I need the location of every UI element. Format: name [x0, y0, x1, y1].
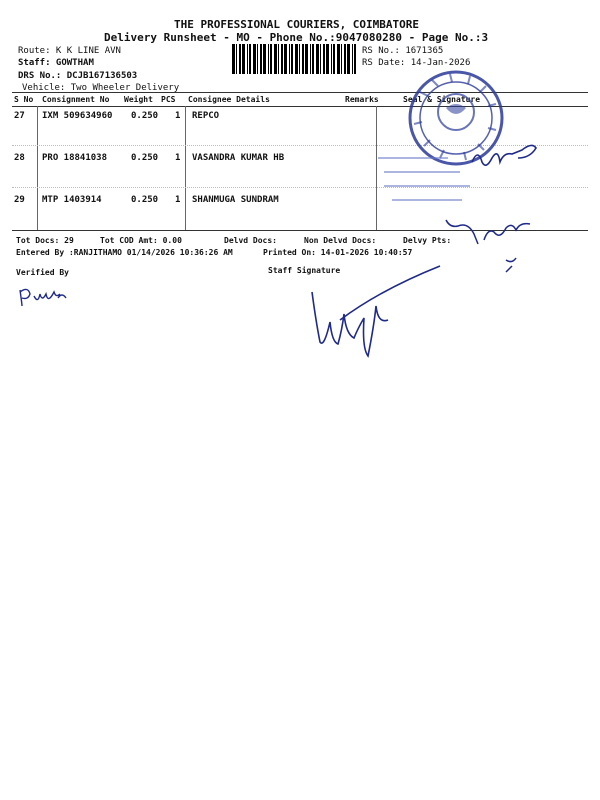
col-header-weight: Weight [124, 95, 153, 104]
row-weight: 0.250 [131, 195, 159, 205]
verifier-signature [20, 289, 66, 306]
row-weight: 0.250 [131, 153, 159, 163]
row-sno: 29 [14, 195, 25, 205]
printed-on: Printed On: 14-01-2026 10:40:57 [263, 248, 413, 257]
row-pcs: 1 [175, 153, 181, 163]
staff-signature [312, 266, 440, 356]
staff-label: Staff: GOWTHAM [18, 58, 94, 68]
vehicle-label: Vehicle: Two Wheeler Delivery [22, 83, 180, 93]
drs-number: DRS No.: DCJB167136503 [18, 71, 138, 81]
col-header-consignment: Consignment No [42, 95, 110, 104]
row-sno: 28 [14, 153, 25, 163]
staff-signature-label: Staff Signature [268, 266, 341, 275]
col-header-seal: Seal & Signature [403, 95, 481, 104]
row-pcs: 1 [175, 111, 181, 121]
row-consignee: VASANDRA KUMAR HB [192, 153, 285, 163]
recipient-scribble [446, 220, 530, 272]
row-consignment: PRO 18841038 [42, 153, 108, 163]
non-delivered-docs: Non Delvd Docs: [304, 236, 377, 245]
row-consignee: REPCO [192, 111, 220, 121]
delivered-docs: Delvd Docs: [224, 236, 277, 245]
rs-number: RS No.: 1671365 [362, 46, 444, 56]
verified-by-label: Verified By [16, 268, 69, 277]
route-label: Route: K K LINE AVN [18, 46, 121, 56]
entered-by: Entered By :RANJITHAMO 01/14/2026 10:36:26 AM [16, 248, 233, 257]
row-consignment: IXM 509634960 [42, 111, 113, 121]
runsheet-subtitle: Delivery Runsheet - MO - Phone No.:9047080280 - Page No.:3 [104, 31, 489, 44]
row-pcs: 1 [175, 195, 181, 205]
col-header-remarks: Remarks [345, 95, 379, 104]
col-header-pcs: PCS [161, 95, 176, 104]
row-sno: 27 [14, 111, 25, 121]
total-docs: Tot Docs: 29 [16, 236, 74, 245]
row-weight: 0.250 [131, 111, 159, 121]
company-title: THE PROFESSIONAL COURIERS, COIMBATORE [174, 18, 420, 31]
col-header-sno: S No [14, 95, 34, 104]
total-cod: Tot COD Amt: 0.00 [100, 236, 182, 245]
col-header-consignee: Consignee Details [188, 95, 270, 104]
delivery-points: Delvy Pts: [403, 236, 452, 245]
row-consignee: SHANMUGA SUNDRAM [192, 195, 279, 205]
rs-date: RS Date: 14-Jan-2026 [362, 58, 471, 68]
row-consignment: MTP 1403914 [42, 195, 102, 205]
seal-stamp [410, 72, 502, 164]
